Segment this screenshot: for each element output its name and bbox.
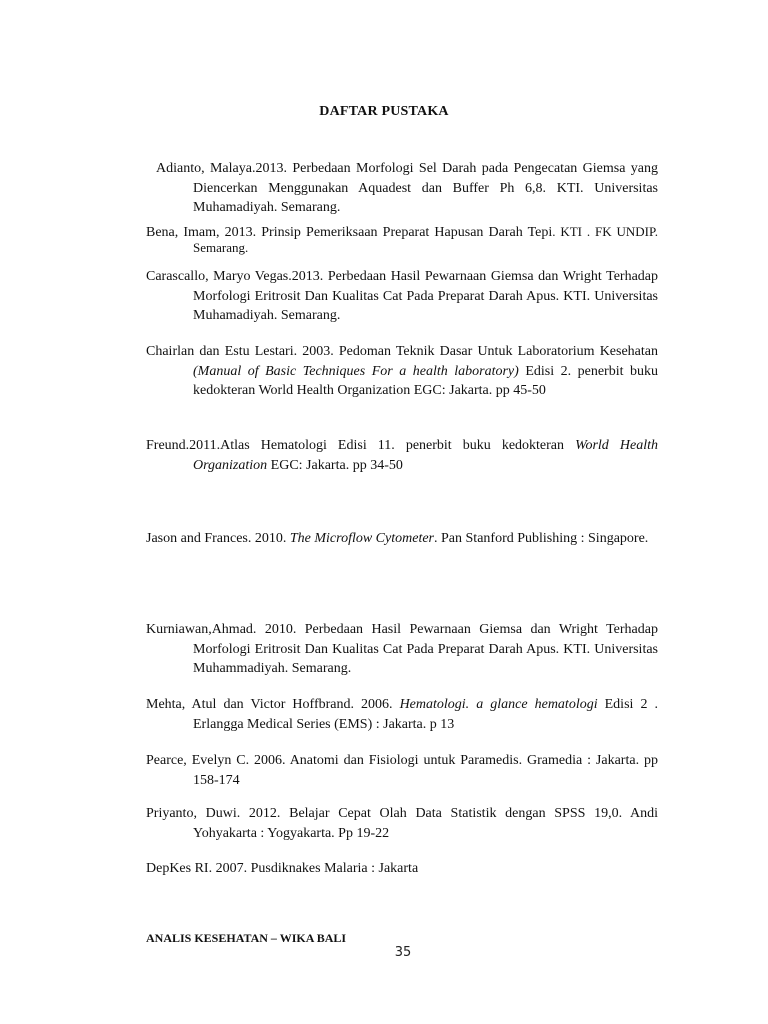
reference-text: Jason and Frances. 2010. bbox=[146, 531, 290, 546]
page-number: 35 bbox=[394, 945, 412, 960]
reference-item: DepKes RI. 2007. Pusdiknakes Malaria : Jakarta bbox=[146, 861, 419, 876]
reference-item: Kurniawan,Ahmad. 2010. Perbedaan Hasil Pewarnaan Giemsa dan Wright Terhadap Morfologi Eritrosit Dan Kualitas Cat Pada Preparat Darah Apus. KTI. Universitas Muhammadiyah. Semarang. bbox=[146, 622, 658, 676]
reference-title-italic: World Health Organization bbox=[193, 438, 658, 473]
reference-text: . KTI . FK UNDIP. Semarang. bbox=[193, 224, 658, 255]
reference-text: Freund.2011.Atlas Hematologi Edisi 11. penerbit buku kedokteran bbox=[146, 438, 576, 453]
reference-item bbox=[146, 342, 658, 401]
reference-item bbox=[146, 224, 658, 256]
reference-text: Chairlan dan Estu Lestari. 2003. Pedoman Teknik Dasar Untuk Laboratorium Kesehatan bbox=[146, 344, 658, 359]
reference-item: Adianto, Malaya.2013. Perbedaan Morfologi Sel Darah pada Pengecatan Giemsa yang Diencerkan Menggunakan Aquadest dan Buffer Ph 6,8. KTI. Universitas Muhamadiyah. Semarang. bbox=[156, 161, 658, 215]
reference-title-italic: Hematologi. a glance hematologi bbox=[399, 697, 598, 712]
reference-item: Pearce, Evelyn C. 2006. Anatomi dan Fisiologi untuk Paramedis. Gramedia : Jakarta. pp 158-174 bbox=[146, 753, 658, 788]
reference-item bbox=[146, 529, 658, 549]
reference-title-italic: (Manual of Basic Techniques For a health laboratory) bbox=[193, 363, 519, 379]
reference-text: . Pan Stanford Publishing : Singapore. bbox=[434, 531, 649, 546]
reference-text: Bena, Imam, 2013. Prinsip Pemeriksaan Preparat Hapusan Darah Tepi bbox=[146, 225, 553, 240]
reference-item: Carascallo, Maryo Vegas.2013. Perbedaan Hasil Pewarnaan Giemsa dan Wright Terhadap Morfologi Eritrosit Dan Kualitas Cat Pada Preparat Darah Apus. KTI. Universitas Muhamadiyah. Semarang. bbox=[146, 269, 658, 323]
reference-title-italic: The Microflow Cytometer bbox=[289, 531, 435, 546]
reference-item bbox=[146, 436, 658, 475]
reference-text: EGC: Jakarta. pp 34-50 bbox=[267, 457, 403, 473]
reference-item: Priyanto, Duwi. 2012. Belajar Cepat Olah Data Statistik dengan SPSS 19,0. Andi Yohyakarta : Yogyakarta. Pp 19-22 bbox=[146, 806, 658, 841]
page-footer: ANALIS KESEHATAN – WIKA BALI bbox=[146, 931, 347, 945]
reference-text: Mehta, Atul dan Victor Hoffbrand. 2006. bbox=[146, 697, 400, 712]
page-title: DAFTAR PUSTAKA bbox=[319, 104, 449, 119]
reference-text: Edisi 2. penerbit buku kedokteran World Health Organization EGC: Jakarta. pp 45-50 bbox=[193, 363, 659, 398]
reference-text: Edisi 2 . Erlangga Medical Series (EMS) : Jakarta. p 13 bbox=[193, 697, 658, 732]
reference-item bbox=[146, 695, 658, 734]
